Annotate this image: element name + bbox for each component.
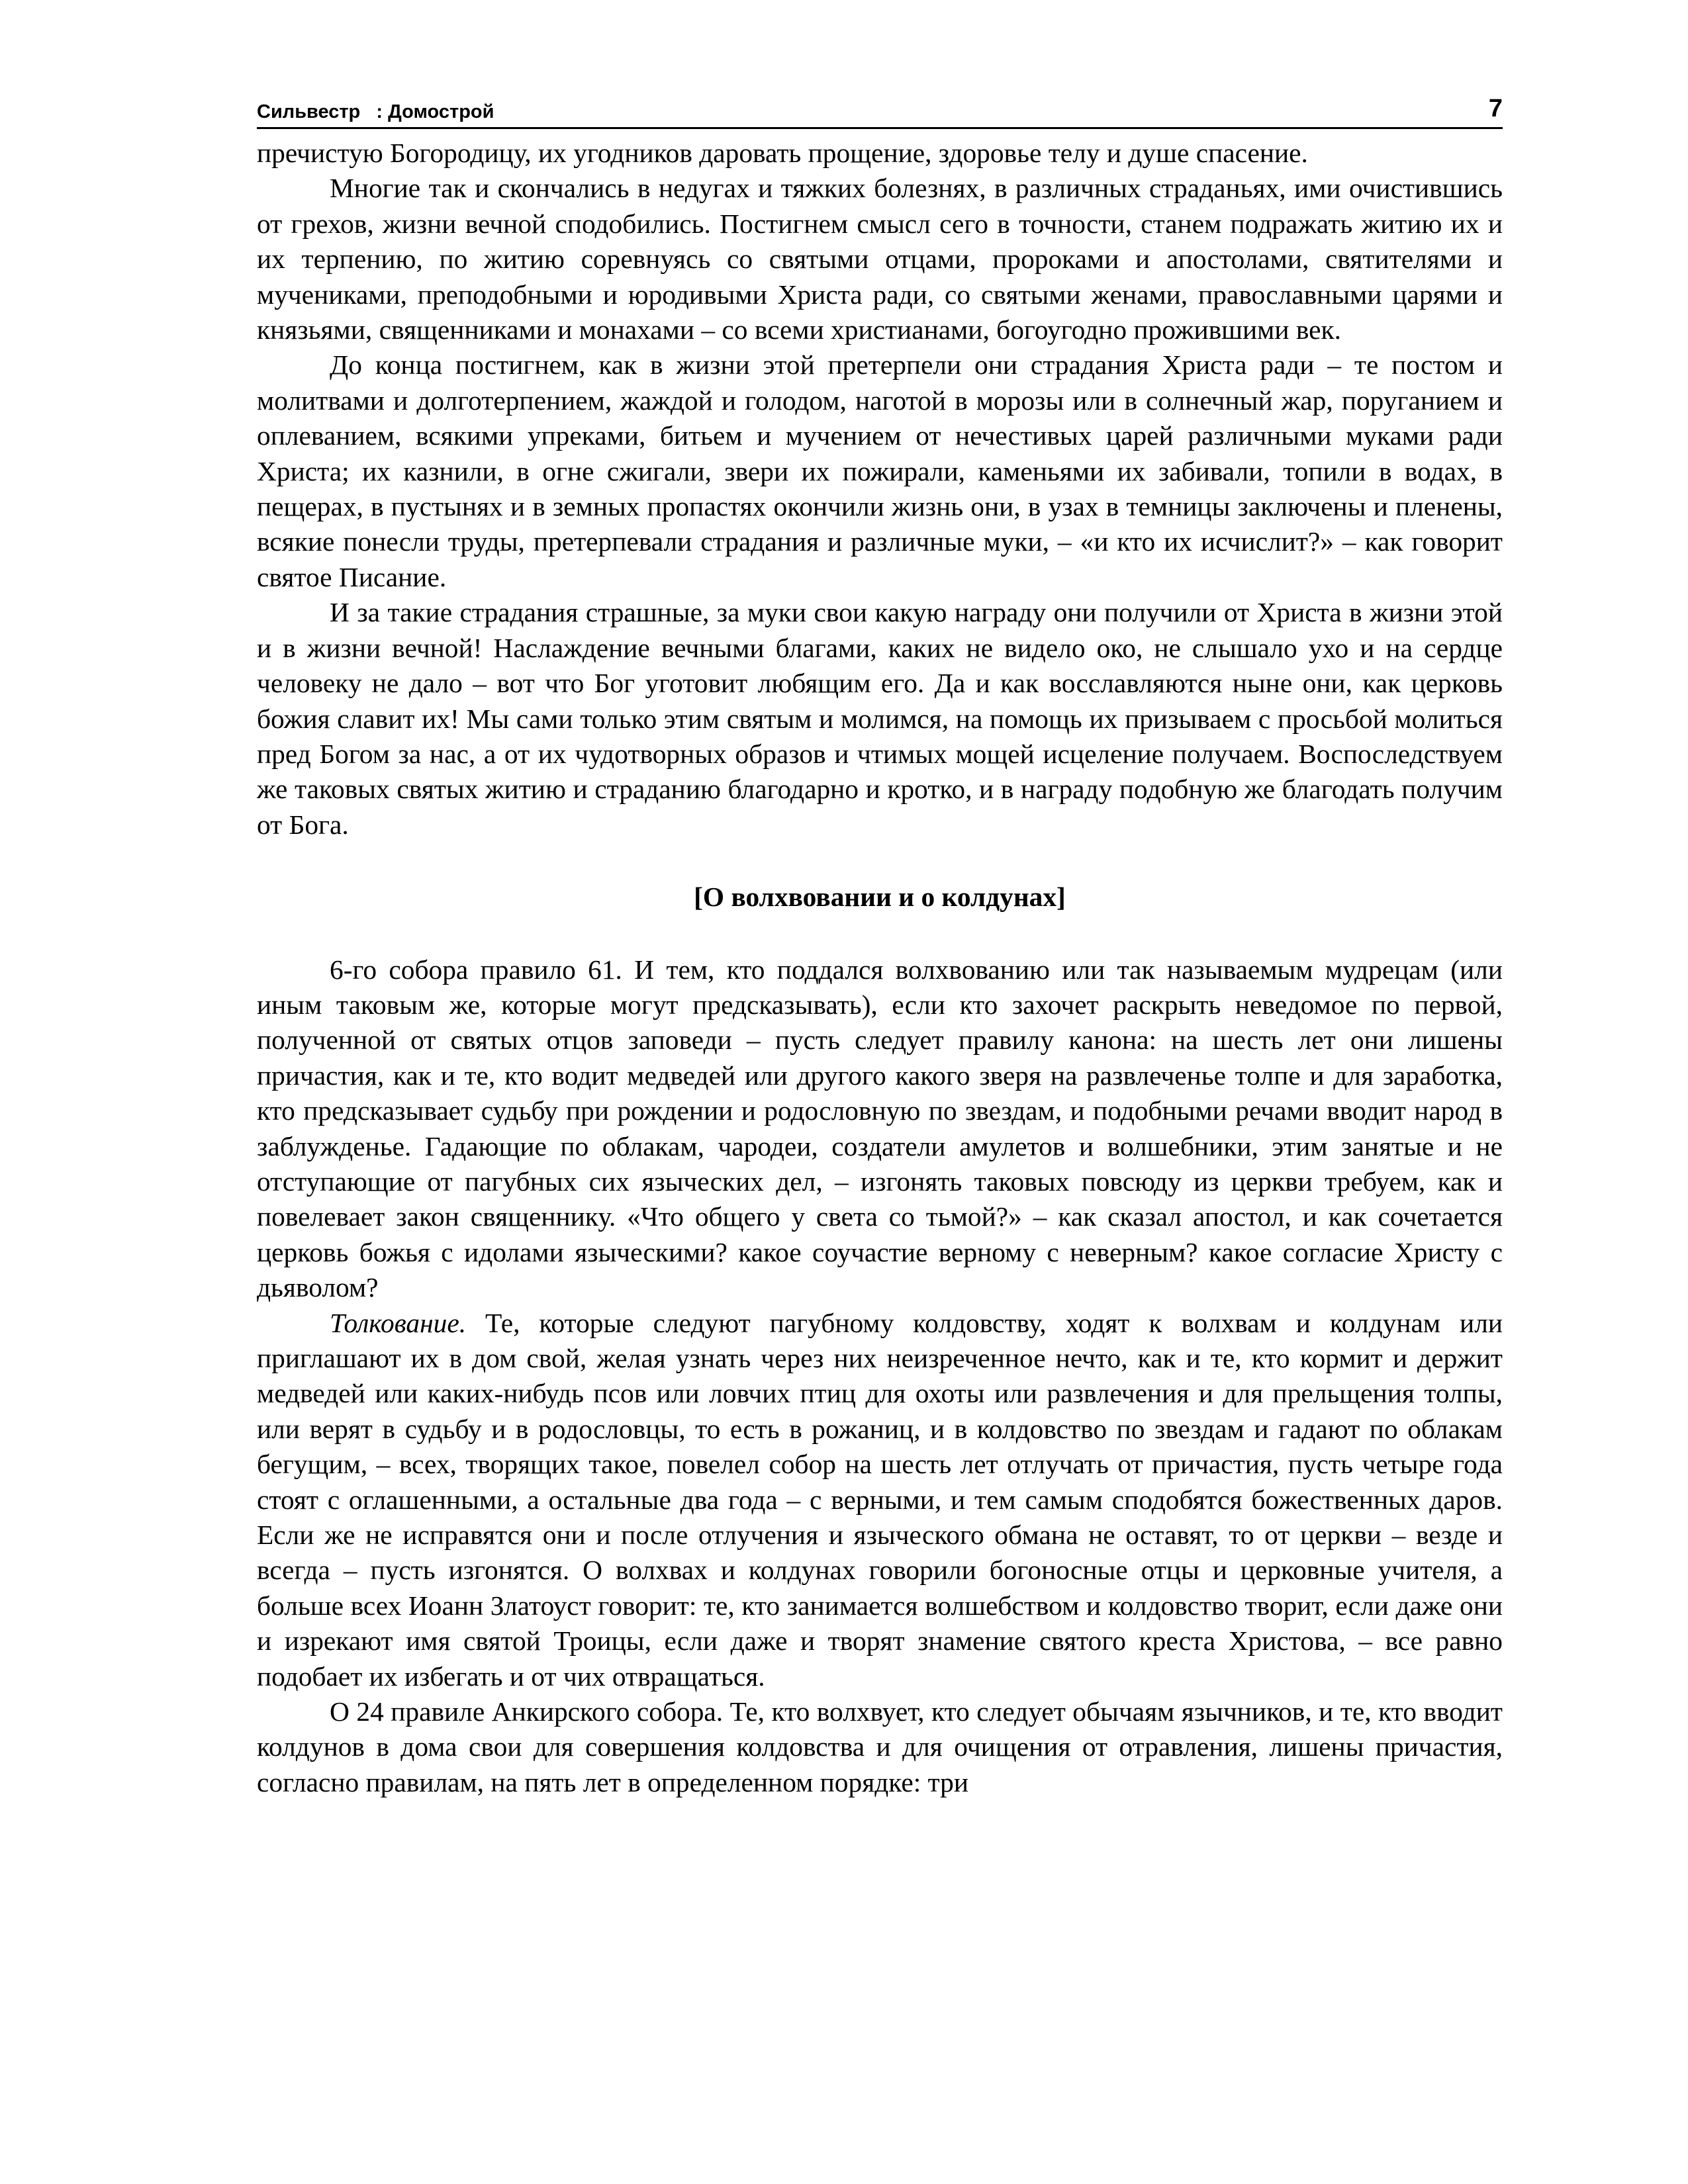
paragraph-rule: 6-го собора правило 61. И тем, кто поддался волхвованию или так называемым мудрецам (или иным таковым же, которые могут предсказывать), если кто захочет раскрыть неведомое по первой, полученной от святых отцов заповеди – пусть следует правилу канона: на шесть лет они лишены причастия, как и те, кто водит медведей или другого какого зверя на развлеченье толпе и для заработка, кто предсказывает судьбу при рождении и родословную по звездам, и подобными речами вводит народ в заблужденье. Гадающие по облакам, чародеи, создатели амулетов и волшебники, этим занятые и не отступающие от пагубных сих языческих дел, – изгонять таковых повсюду из церкви требуем, как и повелевает закон священнику. «Что общего у света со тьмой?» – как сказал апостол, и как сочетается церковь божья с идолами языческими? какое соучастие верному с неверным? какое согласие Христу с дьяволом?: [257, 954, 1503, 1303]
header-title: Сильвестр : Домострой: [257, 101, 494, 122]
section-heading: [О волхвовании и о колдунах]: [694, 882, 1066, 913]
paragraph: И за такие страдания страшные, за муки свои какую награду они получили от Христа в жизни этой и в жизни вечной! Наслаждение вечными благами, каких не видело око, не слышало ухо и на сердце человеку не дало – вот что Бог уготовит любящим его. Да и как восславляются ныне они, как церковь божия славит их! Мы сами только этим святым и молимся, на помощь их призываем с просьбой молиться пред Богом за нас, а от их чудотворных образов и чтимых мощей исцеление получаем. Воспоследствуем же таковых святых житию и страданию благодарно и кротко, и в награду подобную же благодать получим от Бога.: [257, 597, 1503, 840]
paragraph: пречистую Богородицу, их угодников даровать прощение, здоровье телу и душе спасение.: [257, 138, 1308, 168]
paragraph: Многие так и скончались в недугах и тяжких болезнях, в различных страданьях, ими очистившись от грехов, жизни вечной сподобились. Постигнем смысл сего в точности, станем подражать житию их и их терпению, по житию соревнуясь со святыми отцами, пророками и апостолами, святителями и мучениками, преподобными и юродивыми Христа ради, со святыми женами, православными царями и князьями, священниками и монахами – со всеми христианами, богоугодно прожившими век.: [257, 173, 1503, 345]
body-text: [257, 136, 1503, 1800]
document-page: [257, 86, 1503, 1800]
page-number: 7: [1488, 95, 1503, 122]
running-header: [257, 86, 1503, 129]
interpretation-text: Те, которые следуют пагубному колдовству, ходят к волхвам и колдунам или приглашают их в дом свой, желая узнать через них неизреченное нечто, как и те, кто кормит и держит медведей или каких-нибудь псов или ловчих птиц для охоты или развлечения и для прельщения толпы, или верят в судьбу и в родословцы, то есть в рожаниц, и в колдовство по звездам и гадают по облакам бегущим, – всех, творящих такое, повелел собор на шесть лет отлучать от причастия, пусть четыре года стоят с оглашенными, а остальные два года – с верными, и тем самым сподобятся божественных даров. Если же не исправятся они и после отлучения и языческого обмана не оставят, то от церкви – везде и всегда – пусть изгонятся. О волхвах и колдунах говорили богоносные отцы и церковные учителя, а больше всех Иоанн Златоуст говорит: те, кто занимается волшебством и колдовство творит, если даже они и изрекают имя святой Троицы, если даже и творят знамение святого креста Христова, – все равно подобает их избегать и от чих отвращаться.: [257, 1307, 1503, 1692]
interpretation-label: Толкование.: [330, 1307, 467, 1338]
paragraph-ancyra: О 24 правиле Анкирского собора. Те, кто волхвует, кто следует обычаям язычников, и те, кто вводит колдунов в дома свои для совершения колдовства и для очищения от отравления, лишены причастия, согласно правилам, на пять лет в определенном порядке: три: [257, 1696, 1503, 1797]
paragraph-interpretation: [257, 1306, 1503, 1694]
paragraph: До конца постигнем, как в жизни этой претерпели они страдания Христа ради – те постом и молитвами и долготерпением, жаждой и голодом, наготой в морозы или в солнечный жар, поруганием и оплеванием, всякими упреками, битьем и мучением от нечестивых царей различными муками ради Христа; их казнили, в огне сжигали, звери их пожирали, каменьями их забивали, топили в водах, в пещерах, в пустынях и в земных пропастях окончили жизнь они, в узах в темницы заключены и пленены, всякие понесли труды, претерпевали страдания и различные муки, – «и кто их исчислит?» – как говорит святое Писание.: [257, 349, 1503, 592]
